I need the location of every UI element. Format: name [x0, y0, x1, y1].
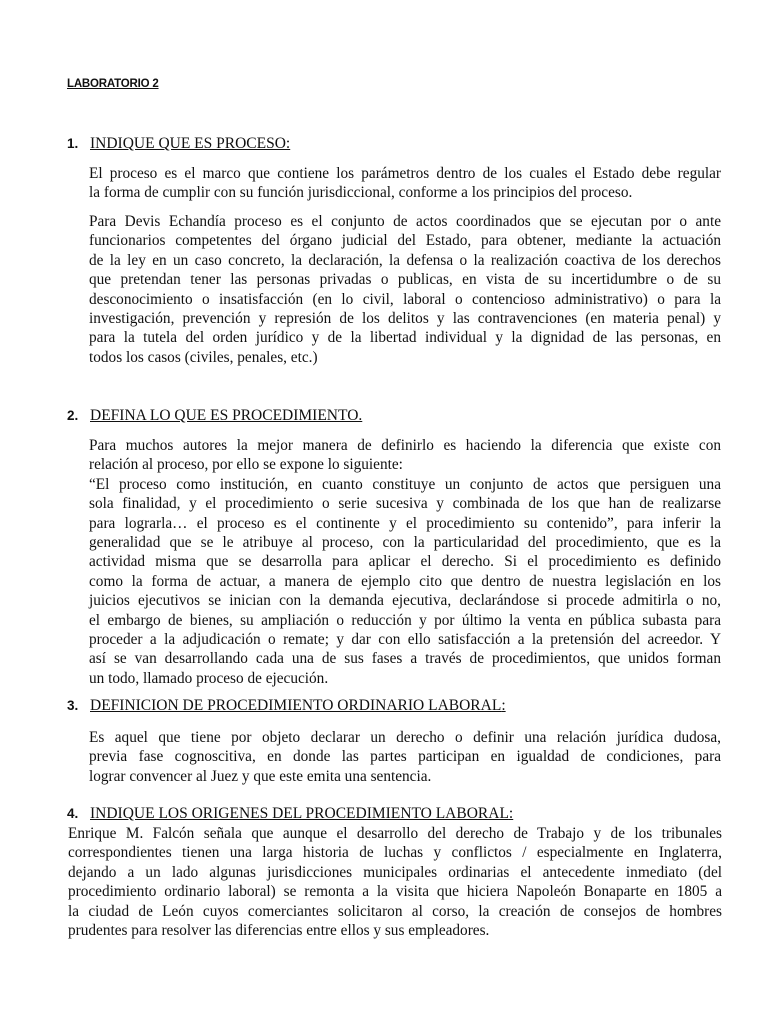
text-line: Para Devis Echandía proceso es el conjunto de actos coordinados que se ejecutan por o ante — [89, 213, 721, 230]
text-line: El proceso es el marco que contiene los parámetros dentro de los cuales el Estado debe regular — [89, 165, 721, 182]
section-1-paragraph-1 — [89, 164, 721, 203]
section-title: INDIQUE LOS ORIGENES DEL PROCEDIMIENTO LABORAL — [90, 805, 509, 822]
section-4-paragraph-1 — [68, 824, 722, 940]
section-number: 2. — [67, 408, 79, 423]
text-line: investigación, prevención y represión de los delitos y las contravenciones (en materia penal) y — [89, 309, 721, 327]
text-line: “El proceso como institución, en cuanto constituye un conjunto de actos que persiguen una — [89, 475, 721, 493]
text-line: proceder a la adjudicación o remate; y dar con ello satisfacción a la pretensión del acreedor. Y — [89, 630, 721, 648]
text-line: el embargo de bienes, su ampliación o reducción y por último la venta en pública subasta para — [89, 611, 721, 629]
section-title: DEFINA LO QUE ES PROCEDIMIENTO. — [90, 407, 363, 424]
document-title: LABORATORIO 2 — [67, 78, 159, 90]
section-2-paragraph-1 — [89, 436, 721, 688]
text-line: procedimiento ordinario laboral) se remonta a la visita que hiciera Napoleón Bonaparte en 1805 a — [68, 883, 722, 901]
section-title: INDIQUE QUE ES PROCESO: — [90, 135, 291, 152]
text-line: la forma de cumplir con su función jurisdiccional, conforme a los principios del proceso. — [89, 184, 633, 202]
text-line: así se van desarrollando cada una de sus fases a través de procedimientos, que unidos forman — [89, 650, 721, 668]
text-line: sola finalidad, y el procedimiento o serie sucesiva y combinada de los que han de realizarse — [89, 495, 721, 513]
section-3-heading — [67, 696, 506, 715]
text-line: dejando a un lado algunas jurisdicciones municipales ordinarias el antecedente inmediato (del — [68, 863, 722, 881]
section-1-heading — [67, 134, 290, 153]
section-1-paragraph-2 — [89, 212, 721, 367]
section-2-heading — [67, 406, 362, 425]
section-number: 1. — [67, 136, 79, 151]
text-line: todos los casos (civiles, penales, etc.) — [89, 348, 318, 366]
text-line: un todo, llamado proceso de ejecución. — [89, 669, 329, 687]
text-line: para lograrla… el proceso es el continente y el procedimiento su contenido”, para inferir la — [89, 514, 721, 532]
text-line: de la ley en un caso concreto, la declaración, la defensa o la realización coactiva de los derechos — [89, 251, 721, 269]
text-line: lograr convencer al Juez y que este emita una sentencia. — [89, 767, 432, 785]
section-title: DEFINICION DE PROCEDIMIENTO ORDINARIO LABORAL — [90, 697, 502, 714]
text-line: como la forma de actuar, a manera de ejemplo cito que dentro de nuestra legislación en los — [89, 572, 721, 590]
heading-colon: : — [501, 697, 506, 714]
text-line: funcionarios competentes del órgano judicial del Estado, para obtener, mediante la actuación — [89, 232, 721, 250]
section-number: 3. — [67, 698, 79, 713]
text-line: que pretendan tener las personas privadas o publicas, en vista de su incertidumbre o de su — [89, 271, 721, 289]
text-line: prudentes para resolver las diferencias entre ellos y sus empleadores. — [68, 921, 490, 939]
text-line: Enrique M. Falcón señala que aunque el desarrollo del derecho de Trabajo y de los tribunales — [68, 825, 722, 842]
text-line: actividad misma que se desarrolla para aplicar el derecho. Si el procedimiento es definido — [89, 553, 721, 571]
section-4-heading — [67, 804, 513, 823]
section-3-paragraph-1 — [89, 728, 721, 786]
text-line: relación al proceso, por ello se expone lo siguiente: — [89, 456, 403, 474]
heading-colon: : — [508, 805, 514, 822]
text-line: previa fase cognoscitiva, en donde las partes participan en igualdad de condiciones, para — [89, 748, 721, 766]
section-number: 4. — [67, 806, 79, 821]
text-line: para la tutela del orden jurídico y de la libertad individual y la dignidad de las personas, en — [89, 329, 721, 347]
text-line: la ciudad de León cuyos comerciantes solicitaron al corso, la creación de consejos de hombres — [68, 902, 722, 920]
text-line: generalidad que se le atribuye al proceso, con la particularidad del procedimiento, que es la — [89, 533, 721, 551]
text-line: Es aquel que tiene por objeto declarar un derecho o definir una relación jurídica dudosa, — [89, 729, 721, 746]
text-line: Para muchos autores la mejor manera de definirlo es haciendo la diferencia que existe con — [89, 437, 721, 454]
text-line: correspondientes tienen una larga historia de luchas y conflictos / especialmente en Inglaterra, — [68, 844, 722, 862]
text-line: juicios ejecutivos se inician con la demanda ejecutiva, declarándose si procede admitirla o no, — [89, 592, 721, 610]
text-line: desconocimiento o insatisfacción (en lo civil, laboral o contencioso administrativo) o para la — [89, 290, 721, 308]
